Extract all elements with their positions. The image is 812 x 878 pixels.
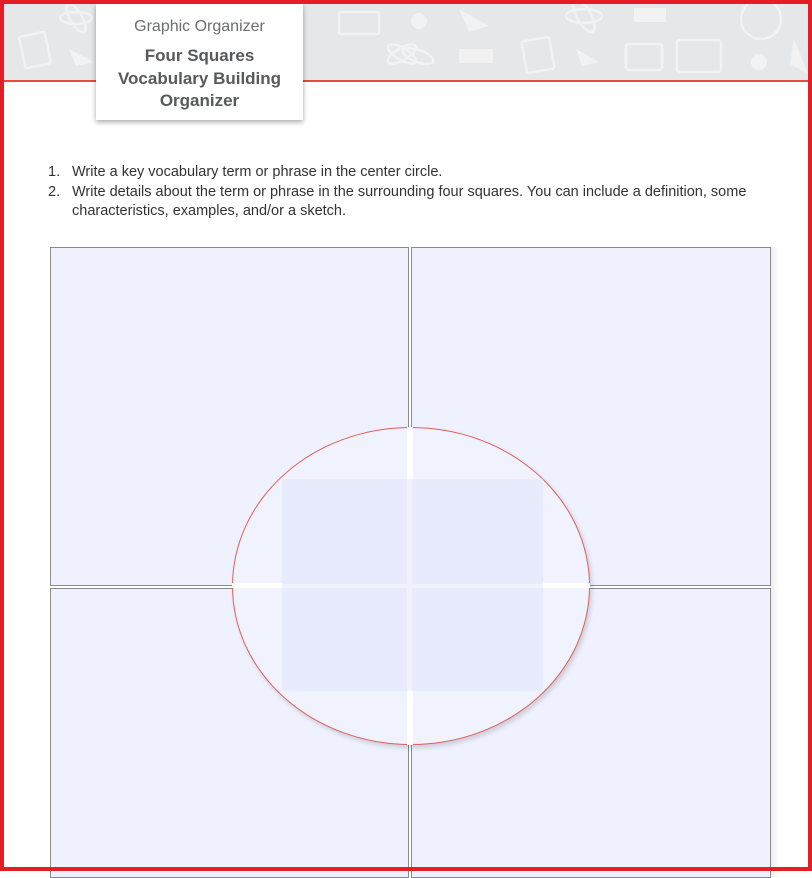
- page-title: Four Squares Vocabulary Building Organizer: [117, 46, 282, 110]
- instruction-item: 1. Write a key vocabulary term or phrase in the center circle.: [48, 164, 443, 180]
- instruction-item: 2. Write details about the term or phrase in the surrounding four squares. You can include a definition, some characteristics, examples, and/or a sketch.: [48, 183, 747, 219]
- title-card: [96, 4, 303, 120]
- divider-bottom: [407, 691, 413, 745]
- center-circle[interactable]: [232, 427, 590, 745]
- organizer-label: Graphic Organizer: [134, 18, 265, 35]
- divider-left: [232, 583, 282, 588]
- page-shadow: [771, 247, 779, 877]
- divider-top: [407, 427, 413, 479]
- inner-divider-h: [282, 584, 543, 588]
- instructions-list: [48, 163, 768, 222]
- divider-right: [543, 583, 590, 588]
